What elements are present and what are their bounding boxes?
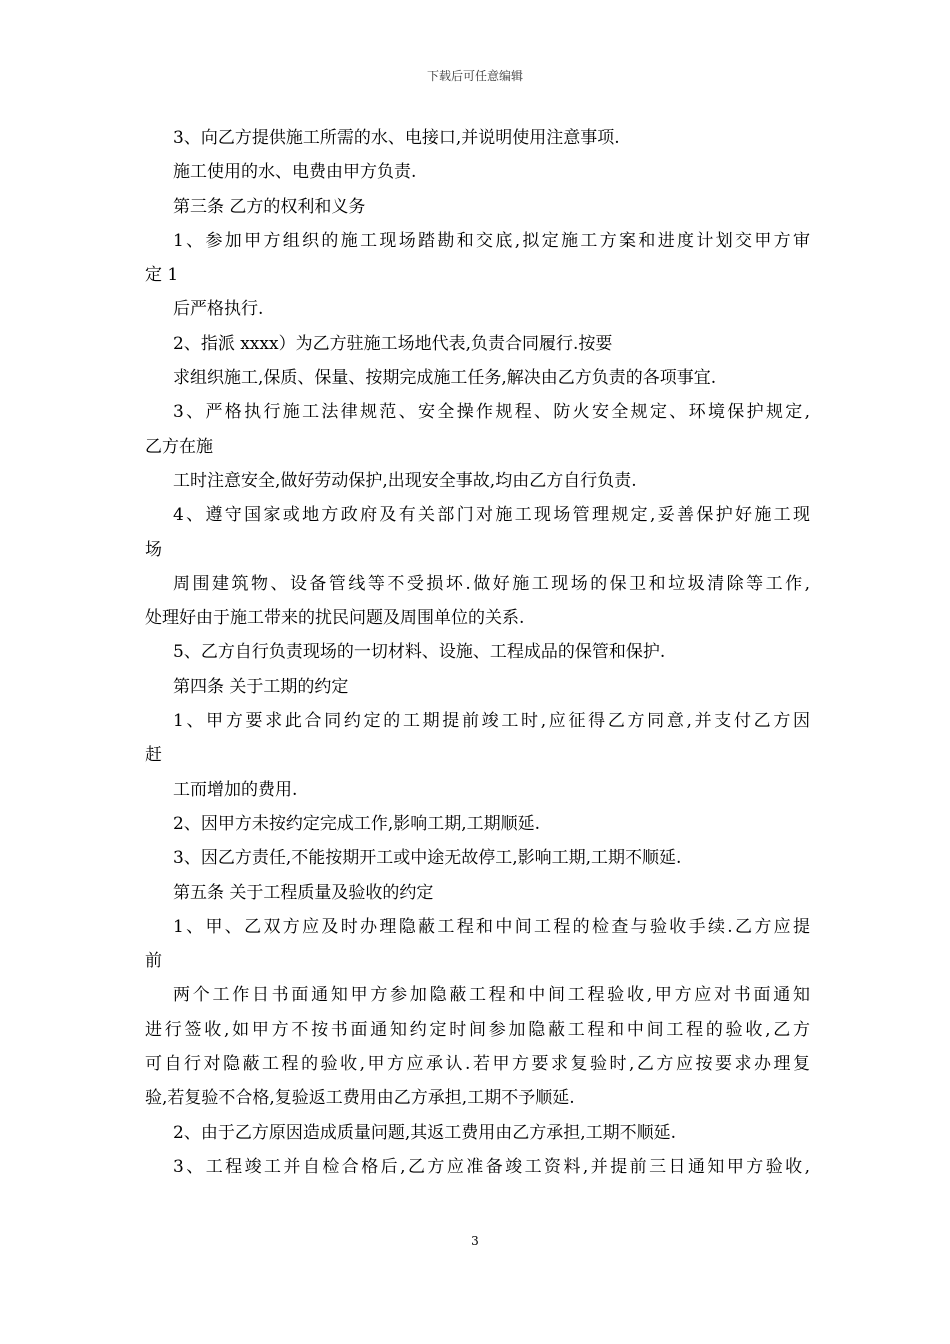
page-number: 3: [471, 1234, 479, 1248]
text-line: 3、向乙方提供施工所需的水、电接口,并说明使用注意事项.: [173, 128, 620, 148]
text-line: 工而增加的费用.: [173, 779, 298, 800]
text-line: 第四条 关于工期的约定: [173, 676, 349, 697]
text-line: 3、因乙方责任,不能按期开工或中途无故停工,影响工期,工期不顺延.: [173, 848, 682, 869]
text-line: 第五条 关于工程质量及验收的约定: [173, 882, 434, 903]
text-line: 场: [145, 539, 162, 560]
text-line: 3、工程竣工并自检合格后,乙方应准备竣工资料,并提前三日通知甲方验收,: [173, 1156, 810, 1177]
text-line: 可自行对隐蔽工程的验收,甲方应承认.若甲方要求复验时,乙方应按要求办理复: [145, 1054, 810, 1075]
text-line: 工时注意安全,做好劳动保护,出现安全事故,均由乙方自行负责.: [173, 470, 637, 491]
text-line: 1、甲方要求此合同约定的工期提前竣工时,应征得乙方同意,并支付乙方因: [173, 711, 810, 732]
text-line: 后严格执行.: [173, 299, 264, 320]
text-line: 4、遵守国家或地方政府及有关部门对施工现场管理规定,妥善保护好施工现: [173, 505, 810, 526]
text-line: 2、由于乙方原因造成质量问题,其返工费用由乙方承担,工期不顺延.: [173, 1122, 677, 1143]
text-line: 进行签收,如甲方不按书面通知约定时间参加隐蔽工程和中间工程的验收,乙方: [145, 1019, 810, 1040]
text-line: 处理好由于施工带来的扰民问题及周围单位的关系.: [145, 608, 525, 629]
text-line: 验,若复验不合格,复验返工费用由乙方承担,工期不予顺延.: [145, 1088, 575, 1109]
text-line: 第三条 乙方的权利和义务: [173, 196, 366, 217]
text-line: 赶: [145, 745, 162, 766]
text-line: 3、严格执行施工法律规范、安全操作规程、防火安全规定、环境保护规定,: [173, 402, 810, 423]
text-line: 5、乙方自行负责现场的一切材料、设施、工程成品的保管和保护.: [173, 642, 666, 663]
text-line: 2、因甲方未按约定完成工作,影响工期,工期顺延.: [173, 813, 541, 834]
text-line: 施工使用的水、电费由甲方负责.: [173, 162, 417, 183]
document-body: [145, 121, 810, 1184]
text-line: 求组织施工,保质、保量、按期完成施工任务,解决由乙方负责的各项事宜.: [173, 368, 717, 389]
text-line: 乙方在施: [145, 436, 213, 457]
text-line: 1、参加甲方组织的施工现场踏勘和交底,拟定施工方案和进度计划交甲方审: [173, 230, 810, 251]
text-line: 2、指派 xxxx）为乙方驻施工场地代表,负责合同履行.按要: [173, 333, 613, 354]
text-line: 1、甲、乙双方应及时办理隐蔽工程和中间工程的检查与验收手续.乙方应提: [173, 916, 810, 937]
text-line: 两个工作日书面通知甲方参加隐蔽工程和中间工程验收,甲方应对书面通知: [173, 985, 810, 1006]
text-line: 周围建筑物、设备管线等不受损坏.做好施工现场的保卫和垃圾清除等工作,: [173, 573, 810, 594]
text-line: 前: [145, 951, 162, 972]
text-line: 定 1: [145, 265, 179, 286]
page-header: 下载后可任意编辑: [426, 69, 523, 83]
